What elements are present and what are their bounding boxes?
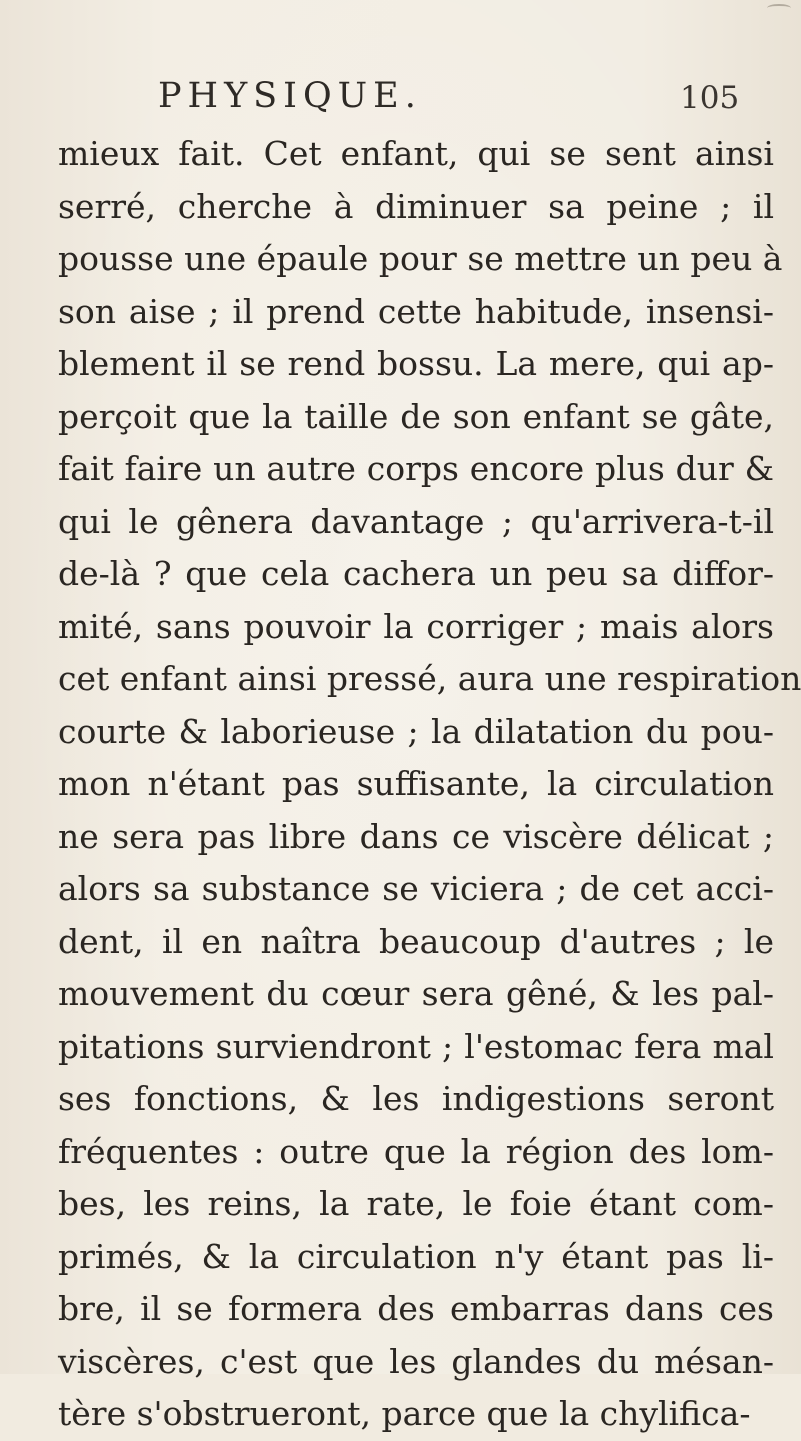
running-title: PHYSIQUE. [158, 76, 422, 116]
text-line: mouvement du cœur sera gêné, & les pal- [58, 974, 774, 1013]
page-number: 105 [680, 80, 740, 116]
text-line: pitations surviendront ; l'estomac fera mal [58, 1026, 774, 1066]
page-header [0, 70, 801, 126]
text-line: fréquentes : outre que la région des lom- [58, 1131, 774, 1171]
text-line: alors sa substance se viciera ; de cet acci- [58, 869, 774, 908]
text-line: ne sera pas libre dans ce viscère délicat ; [58, 816, 774, 856]
text-line: de-là ? que cela cachera un peu sa diffor- [58, 554, 774, 593]
text-line: tère s'obstrueront, parce que la chylifica- [58, 1394, 751, 1433]
text-line: primés, & la circulation n'y étant pas li- [58, 1236, 774, 1276]
text-line: viscères, c'est que les glandes du mésan- [58, 1341, 774, 1381]
text-line: bre, il se formera des embarras dans ces [58, 1289, 774, 1328]
text-line: dent, il en naîtra beaucoup d'autres ; le [58, 921, 774, 961]
text-line: pousse une épaule pour se mettre un peu à [58, 239, 783, 278]
body-text [58, 128, 801, 1441]
text-line: mité, sans pouvoir la corriger ; mais alors [58, 606, 774, 646]
text-line: mieux fait. Cet enfant, qui se sent ainsi [58, 134, 774, 173]
text-line: mon n'étant pas suffisante, la circulation [58, 764, 774, 803]
text-line: fait faire un autre corps encore plus dur & [58, 449, 774, 488]
text-line: bes, les reins, la rate, le foie étant com- [58, 1184, 774, 1223]
text-line: ses fonctions, & les indigestions seront [58, 1079, 774, 1118]
text-line: blement il se rend bossu. La mere, qui ap- [58, 344, 774, 383]
page-corner-mark [767, 4, 791, 12]
text-line: serré, cherche à diminuer sa peine ; il [58, 186, 774, 226]
text-line: son aise ; il prend cette habitude, insensi- [58, 291, 774, 331]
text-line: perçoit que la taille de son enfant se gâte, [58, 396, 774, 436]
text-line: qui le gênera davantage ; qu'arrivera-t-il [58, 501, 774, 541]
text-line: cet enfant ainsi pressé, aura une respiration [58, 659, 801, 698]
text-line: courte & laborieuse ; la dilatation du pou- [58, 711, 774, 751]
